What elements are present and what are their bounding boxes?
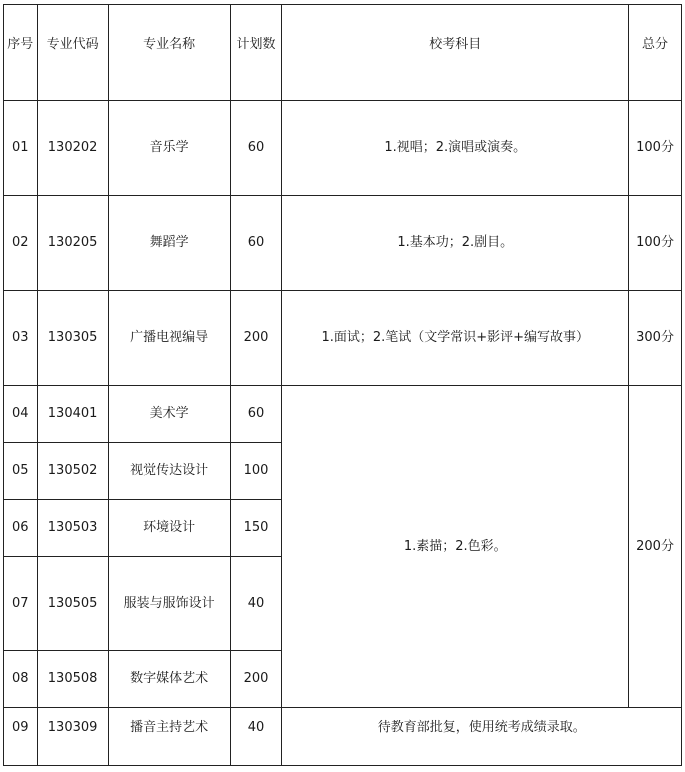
cell-plan: 40 [230, 708, 282, 766]
cell-total: 100分 [629, 101, 682, 196]
cell-code: 130505 [37, 557, 108, 651]
cell-seq: 04 [4, 386, 38, 443]
cell-plan: 150 [230, 500, 282, 557]
cell-name: 美术学 [108, 386, 230, 443]
cell-name: 音乐学 [108, 101, 230, 196]
cell-seq: 09 [4, 708, 38, 766]
cell-subjects-note: 待教育部批复，使用统考成绩录取。 [282, 708, 682, 766]
cell-subjects-merged: 1.素描；2.色彩。 [282, 386, 629, 708]
cell-plan: 40 [230, 557, 282, 651]
header-plan: 计划数 [230, 5, 282, 101]
admission-plan-table [3, 4, 682, 766]
table-row [4, 708, 682, 766]
cell-code: 130502 [37, 443, 108, 500]
cell-seq: 01 [4, 101, 38, 196]
table-row [4, 196, 682, 291]
cell-seq: 03 [4, 291, 38, 386]
cell-name: 视觉传达设计 [108, 443, 230, 500]
table-row [4, 291, 682, 386]
cell-plan: 200 [230, 651, 282, 708]
header-total: 总分 [629, 5, 682, 101]
cell-seq: 07 [4, 557, 38, 651]
cell-code: 130309 [37, 708, 108, 766]
cell-name: 广播电视编导 [108, 291, 230, 386]
cell-name: 舞蹈学 [108, 196, 230, 291]
cell-seq: 06 [4, 500, 38, 557]
table-row [4, 101, 682, 196]
header-subjects: 校考科目 [282, 5, 629, 101]
cell-name: 数字媒体艺术 [108, 651, 230, 708]
cell-code: 130508 [37, 651, 108, 708]
header-code: 专业代码 [37, 5, 108, 101]
cell-code: 130305 [37, 291, 108, 386]
cell-plan: 60 [230, 386, 282, 443]
table-header-row [4, 5, 682, 101]
cell-code: 130503 [37, 500, 108, 557]
cell-seq: 02 [4, 196, 38, 291]
cell-total: 100分 [629, 196, 682, 291]
cell-name: 服装与服饰设计 [108, 557, 230, 651]
header-name: 专业名称 [108, 5, 230, 101]
header-seq: 序号 [4, 5, 38, 101]
cell-plan: 60 [230, 101, 282, 196]
cell-plan: 100 [230, 443, 282, 500]
cell-name: 播音主持艺术 [108, 708, 230, 766]
table-row [4, 386, 682, 443]
cell-subjects: 1.面试；2.笔试（文学常识+影评+编写故事） [282, 291, 629, 386]
cell-total-merged: 200分 [629, 386, 682, 708]
cell-plan: 60 [230, 196, 282, 291]
cell-code: 130205 [37, 196, 108, 291]
cell-subjects: 1.视唱；2.演唱或演奏。 [282, 101, 629, 196]
cell-plan: 200 [230, 291, 282, 386]
cell-seq: 08 [4, 651, 38, 708]
cell-name: 环境设计 [108, 500, 230, 557]
cell-seq: 05 [4, 443, 38, 500]
cell-total: 300分 [629, 291, 682, 386]
cell-code: 130401 [37, 386, 108, 443]
cell-code: 130202 [37, 101, 108, 196]
cell-subjects: 1.基本功；2.剧目。 [282, 196, 629, 291]
